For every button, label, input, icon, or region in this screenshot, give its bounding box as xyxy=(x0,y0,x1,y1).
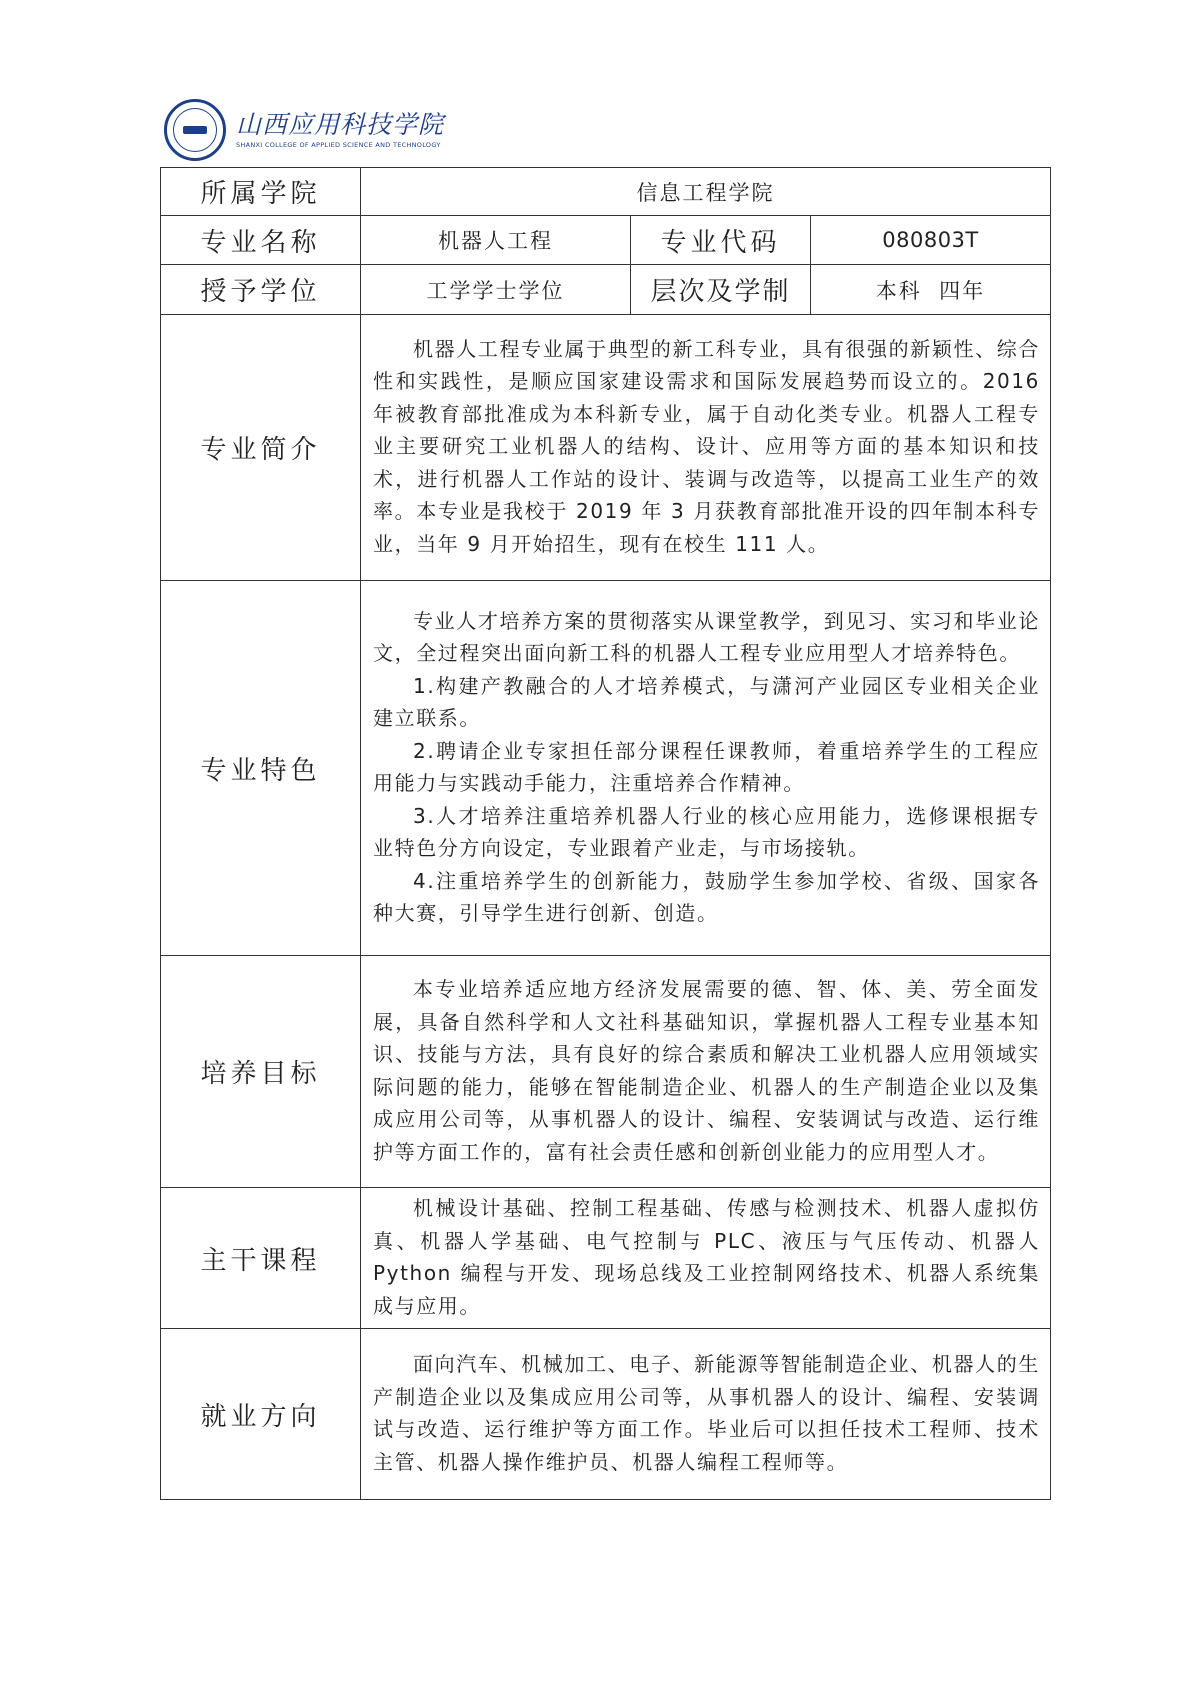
page-header xyxy=(164,100,444,160)
features-content xyxy=(361,581,1051,956)
school-name-en: SHANXI COLLEGE OF APPLIED SCIENCE AND TECHNOLOGY xyxy=(236,141,441,149)
row-major xyxy=(161,216,1051,265)
row-college xyxy=(161,168,1051,216)
level-value: 本科 四年 xyxy=(811,265,1051,315)
features-item-1: 1.构建产教融合的人才培养模式，与潇河产业园区专业相关企业建立联系。 xyxy=(373,673,1040,730)
features-item-2: 2.聘请企业专家担任部分课程任课教师，着重培养学生的工程应用能力与实践动手能力，注重培养合作精神。 xyxy=(373,738,1040,795)
seal-emblem xyxy=(183,126,207,134)
intro-paragraph: 机器人工程专业属于典型的新工科专业，具有很强的新颖性、综合性和实践性，是顺应国家建设需求和国际发展趋势而设立的。2016 年被教育部批准成为本科新专业，属于自动化类专业。机器人工程专业主要研究工业机器人的结构、设计、应用等方面的基本知识和技术，进行机器人工作站的设计、装调与改造等，以提高工业生产的效率。本专业是我校于 2019 年 3 月获教育部批准开设的四年制本科专业，当年 9 月开始招生，现有在校生 111 人。 xyxy=(373,336,1040,556)
features-label: 专业特色 xyxy=(161,581,361,956)
row-careers xyxy=(161,1329,1051,1500)
row-courses xyxy=(161,1188,1051,1329)
courses-content xyxy=(361,1188,1051,1329)
college-label: 所属学院 xyxy=(161,168,361,216)
row-features xyxy=(161,581,1051,956)
features-item-3: 3.人才培养注重培养机器人行业的核心应用能力，选修课根据专业特色分方向设定，专业跟着产业走，与市场接轨。 xyxy=(373,803,1040,860)
major-info-table xyxy=(160,167,1051,1500)
careers-content xyxy=(361,1329,1051,1500)
row-goals xyxy=(161,956,1051,1188)
college-value: 信息工程学院 xyxy=(361,168,1051,216)
major-name-label: 专业名称 xyxy=(161,216,361,265)
courses-paragraph: 机械设计基础、控制工程基础、传感与检测技术、机器人虚拟仿真、机器人学基础、电气控制与 PLC、液压与气压传动、机器人 Python 编程与开发、现场总线及工业控制网络技术、机器人系统集成与应用。 xyxy=(373,1196,1040,1318)
row-intro xyxy=(161,315,1051,581)
goals-paragraph: 本专业培养适应地方经济发展需要的德、智、体、美、劳全面发展，具备自然科学和人文社科基础知识，掌握机器人工程专业基本知识、技能与方法，具有良好的综合素质和解决工业机器人应用领域实际问题的能力，能够在智能制造企业、机器人的生产制造企业以及集成应用公司等，从事机器人的设计、编程、安装调试与改造、运行维护等方面工作的，富有社会责任感和创新创业能力的应用型人才。 xyxy=(373,977,1040,1164)
goals-content xyxy=(361,956,1051,1188)
features-paragraph: 专业人才培养方案的贯彻落实从课堂教学，到见习、实习和毕业论文，全过程突出面向新工科的机器人工程专业应用型人才培养特色。 xyxy=(373,608,1040,665)
careers-label: 就业方向 xyxy=(161,1329,361,1500)
major-name-value: 机器人工程 xyxy=(361,216,631,265)
goals-label: 培养目标 xyxy=(161,956,361,1188)
school-logo-text xyxy=(236,111,444,149)
courses-label: 主干课程 xyxy=(161,1188,361,1329)
school-seal-icon xyxy=(164,99,226,161)
intro-content xyxy=(361,315,1051,581)
school-name: 山西应用科技学院 xyxy=(236,110,445,139)
careers-paragraph: 面向汽车、机械加工、电子、新能源等智能制造企业、机器人的生产制造企业以及集成应用公司等，从事机器人的设计、编程、安装调试与改造、运行维护等方面工作。毕业后可以担任技术工程师、技术主管、机器人操作维护员、机器人编程工程师等。 xyxy=(373,1352,1040,1474)
degree-value: 工学学士学位 xyxy=(361,265,631,315)
features-item-4: 4.注重培养学生的创新能力，鼓励学生参加学校、省级、国家各种大赛，引导学生进行创新、创造。 xyxy=(373,868,1040,925)
intro-label: 专业简介 xyxy=(161,315,361,581)
seal-inner-ring xyxy=(173,108,217,152)
major-code-label: 专业代码 xyxy=(631,216,811,265)
major-code-value: 080803T xyxy=(811,216,1051,265)
row-degree xyxy=(161,265,1051,315)
degree-label: 授予学位 xyxy=(161,265,361,315)
level-label: 层次及学制 xyxy=(631,265,811,315)
